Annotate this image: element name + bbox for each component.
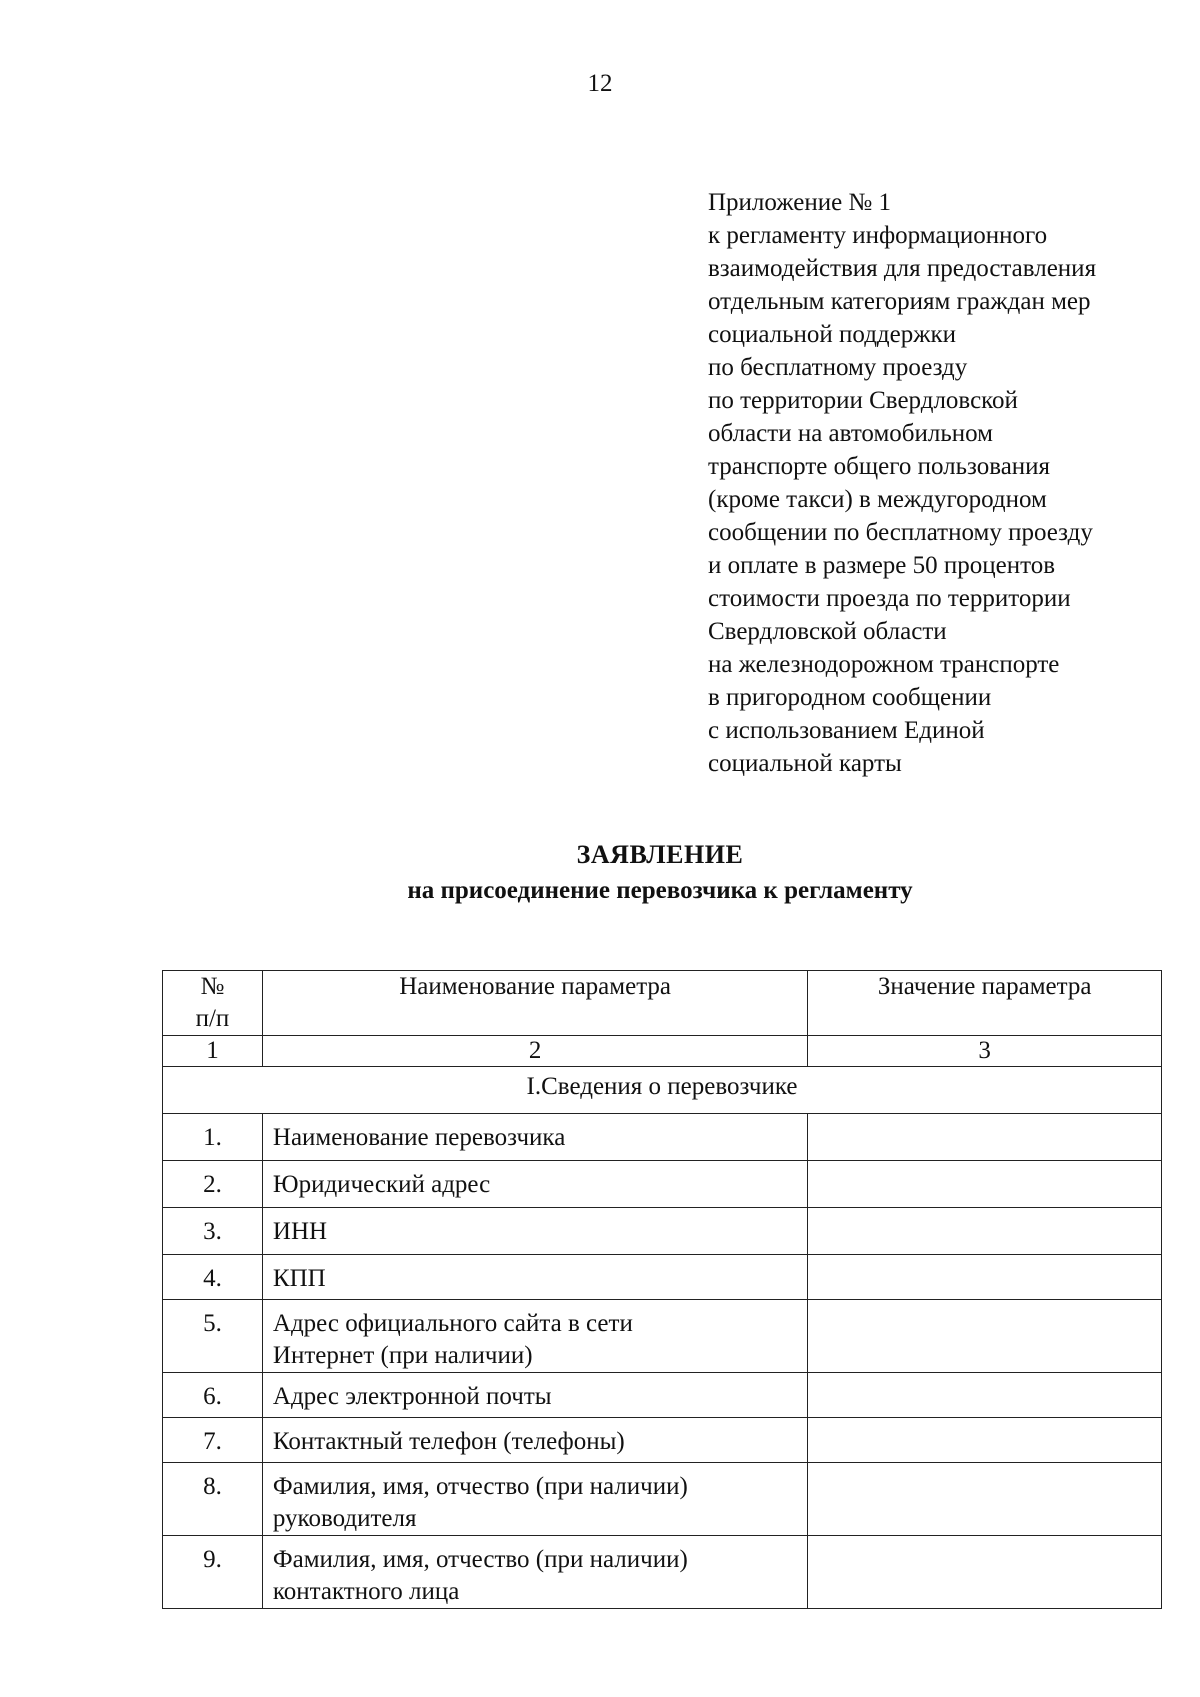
- row-parameter-name: [262, 1161, 807, 1208]
- row-parameter-value[interactable]: [808, 1114, 1162, 1161]
- table-row: [163, 1255, 1162, 1300]
- row-parameter-name: [262, 1208, 807, 1255]
- header-number-line1: №: [200, 973, 225, 1000]
- row-number: 6.: [163, 1373, 263, 1418]
- appendix-line: по территории Свердловской: [708, 387, 1018, 414]
- row-name-line: Интернет (при наличии): [272, 1342, 533, 1369]
- appendix-line: транспорте общего пользования: [708, 453, 1051, 480]
- row-parameter-name: [262, 1536, 807, 1609]
- document-subtitle: на присоединение перевозчика к регламенту: [407, 877, 913, 904]
- row-number: 7.: [163, 1418, 263, 1463]
- row-number: 9.: [163, 1536, 263, 1609]
- row-parameter-value[interactable]: [808, 1373, 1162, 1418]
- row-name-line: ИНН: [272, 1218, 328, 1245]
- header-parameter-name: Наименование параметра: [262, 971, 807, 1036]
- row-number: 5.: [163, 1300, 263, 1373]
- row-parameter-value[interactable]: [808, 1536, 1162, 1609]
- row-name-line: Наименование перевозчика: [272, 1124, 566, 1151]
- parameters-table: [162, 970, 1162, 1609]
- row-parameter-name: [262, 1300, 807, 1373]
- appendix-line: и оплате в размере 50 процентов: [708, 552, 1056, 579]
- row-number: 2.: [163, 1161, 263, 1208]
- row-parameter-name: [262, 1114, 807, 1161]
- row-name-line: Контактный телефон (телефоны): [272, 1428, 625, 1455]
- row-number: 8.: [163, 1463, 263, 1536]
- appendix-line: по бесплатному проезду: [708, 354, 968, 381]
- row-number: 1.: [163, 1114, 263, 1161]
- row-parameter-name: [262, 1373, 807, 1418]
- page-number: 12: [587, 70, 613, 97]
- appendix-line: области на автомобильном: [708, 420, 993, 447]
- row-parameter-value[interactable]: [808, 1300, 1162, 1373]
- row-name-line: руководителя: [272, 1505, 417, 1532]
- header-number-line2: п/п: [195, 1005, 230, 1032]
- row-parameter-value[interactable]: [808, 1418, 1162, 1463]
- row-name-line: Юридический адрес: [272, 1171, 491, 1198]
- row-parameter-name: [262, 1418, 807, 1463]
- row-number: 3.: [163, 1208, 263, 1255]
- table-row: [163, 1300, 1162, 1373]
- appendix-line: социальной поддержки: [708, 321, 957, 348]
- row-name-line: КПП: [272, 1265, 326, 1292]
- table-row: [163, 1418, 1162, 1463]
- appendix-line: на железнодорожном транспорте: [708, 651, 1060, 678]
- row-name-line: Фамилия, имя, отчество (при наличии): [272, 1546, 688, 1573]
- table-row: [163, 1463, 1162, 1536]
- row-parameter-value[interactable]: [808, 1161, 1162, 1208]
- appendix-line: (кроме такси) в междугородном: [708, 486, 1047, 513]
- row-name-line: контактного лица: [272, 1578, 460, 1605]
- appendix-line: стоимости проезда по территории: [708, 585, 1071, 612]
- row-number: 4.: [163, 1255, 263, 1300]
- column-number: 2: [262, 1036, 807, 1067]
- appendix-line: Приложение № 1: [708, 189, 892, 216]
- table-row: [163, 1208, 1162, 1255]
- column-numbers-row: [163, 1036, 1162, 1067]
- header-parameter-value: Значение параметра: [808, 971, 1162, 1036]
- table-row: [163, 1536, 1162, 1609]
- table-row: [163, 1161, 1162, 1208]
- section-row: [163, 1067, 1162, 1114]
- appendix-line: сообщении по бесплатному проезду: [708, 519, 1093, 546]
- appendix-line: отдельным категориям граждан мер: [708, 288, 1091, 315]
- table-row: [163, 1114, 1162, 1161]
- appendix-line: в пригородном сообщении: [708, 684, 992, 711]
- column-number: 1: [163, 1036, 263, 1067]
- table-row: [163, 1373, 1162, 1418]
- appendix-line: к регламенту информационного: [708, 222, 1048, 249]
- appendix-line: взаимодействия для предоставления: [708, 255, 1097, 282]
- appendix-line: с использованием Единой: [708, 717, 985, 744]
- appendix-note: [708, 186, 1178, 780]
- appendix-line: социальной карты: [708, 750, 902, 777]
- row-parameter-value[interactable]: [808, 1463, 1162, 1536]
- row-parameter-name: [262, 1463, 807, 1536]
- table-header-row: [163, 971, 1162, 1036]
- row-name-line: Адрес официального сайта в сети: [272, 1310, 633, 1337]
- header-number: [163, 971, 263, 1036]
- row-parameter-value[interactable]: [808, 1208, 1162, 1255]
- row-parameter-name: [262, 1255, 807, 1300]
- row-parameter-value[interactable]: [808, 1255, 1162, 1300]
- row-name-line: Фамилия, имя, отчество (при наличии): [272, 1473, 688, 1500]
- section-title: I.Сведения о перевозчике: [163, 1067, 1162, 1114]
- document-title: ЗАЯВЛЕНИЕ: [576, 840, 744, 869]
- appendix-line: Свердловской области: [708, 618, 947, 645]
- row-name-line: Адрес электронной почты: [272, 1383, 552, 1410]
- column-number: 3: [808, 1036, 1162, 1067]
